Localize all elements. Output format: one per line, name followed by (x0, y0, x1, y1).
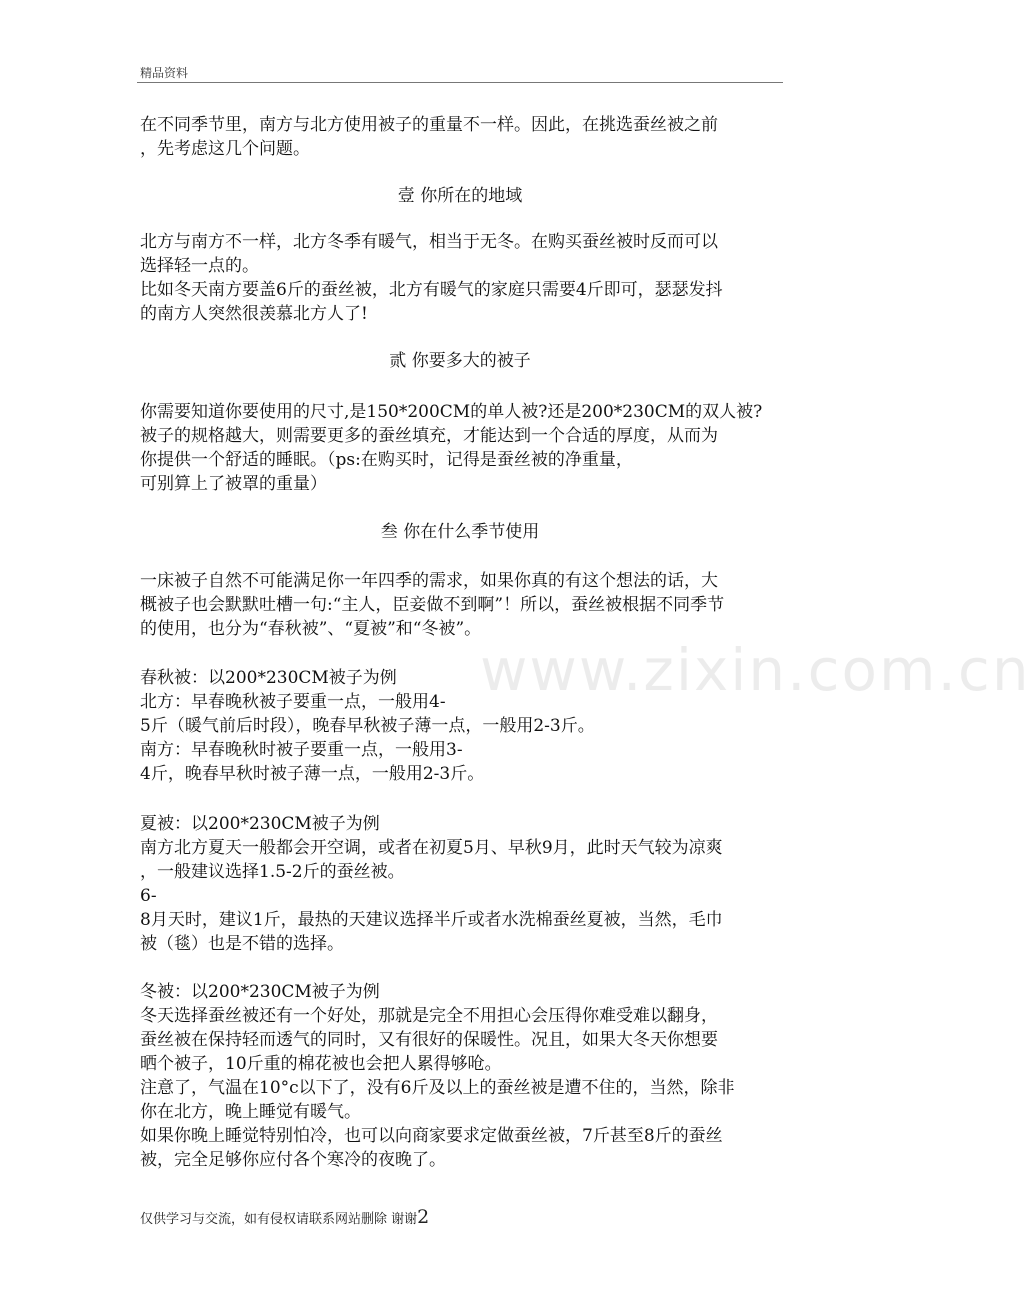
paragraph-line: 你在北方，晚上睡觉有暖气。 (140, 1102, 361, 1122)
paragraph-line: 如果你晚上睡觉特别怕冷，也可以向商家要求定做蚕丝被，7斤甚至8斤的蚕丝 (140, 1126, 723, 1146)
paragraph-line: ，一般建议选择1.5-2斤的蚕丝被。 (140, 862, 405, 882)
paragraph-line: 4斤，晚春早秋时被子薄一点，一般用2-3斤。 (140, 764, 485, 784)
footer (140, 1206, 429, 1228)
paragraph-line: 比如冬天南方要盖6斤的蚕丝被，北方有暖气的家庭只需要4斤即可，瑟瑟发抖 (140, 280, 723, 300)
paragraph-line: 的南方人突然很羡慕北方人了! (140, 304, 368, 324)
paragraph-line: 冬天选择蚕丝被还有一个好处，那就是完全不用担心会压得你难受难以翻身， (140, 1006, 718, 1026)
paragraph-line: 一床被子自然不可能满足你一年四季的需求，如果你真的有这个想法的话，大 (140, 571, 718, 591)
paragraph-line: 选择轻一点的。 (140, 256, 259, 276)
paragraph-line: 夏被：以200*230CM被子为例 (140, 814, 380, 834)
paragraph-line: 南方北方夏天一般都会开空调，或者在初夏5月、早秋9月，此时天气较为凉爽 (140, 838, 723, 858)
paragraph-line: 6- (140, 886, 157, 906)
paragraph-line: 8月天时，建议1斤，最热的天建议选择半斤或者水洗棉蚕丝夏被，当然，毛巾 (140, 910, 723, 930)
paragraph-line: 你提供一个舒适的睡眠。（ps:在购买时，记得是蚕丝被的净重量， (140, 450, 633, 470)
watermark: www.zixin.com.cn (480, 636, 1031, 704)
section-heading: 叁 你在什么季节使用 (380, 522, 540, 542)
paragraph-line: 蚕丝被在保持轻而透气的同时，又有很好的保暖性。况且，如果大冬天你想要 (140, 1030, 718, 1050)
paragraph-line: 概被子也会默默吐槽一句:“主人，臣妾做不到啊”！所以，蚕丝被根据不同季节 (140, 595, 725, 615)
paragraph-line: 可别算上了被罩的重量） (140, 474, 327, 494)
paragraph-line: 5斤（暖气前后时段），晚春早秋被子薄一点，一般用2-3斤。 (140, 716, 595, 736)
paragraph-line: 冬被：以200*230CM被子为例 (140, 982, 380, 1002)
paragraph-line: 被（毯）也是不错的选择。 (140, 934, 344, 954)
paragraph-line: 北方：早春晚秋被子要重一点，一般用4- (140, 692, 446, 712)
page-number: 2 (417, 1206, 430, 1228)
header-label: 精品资料 (140, 66, 189, 80)
intro-line: ，先考虑这几个问题。 (140, 139, 310, 159)
paragraph-line: 南方：早春晚秋时被子要重一点，一般用3- (140, 740, 463, 760)
section-heading: 壹 你所在的地域 (397, 186, 523, 206)
paragraph-line: 被，完全足够你应付各个寒冷的夜晚了。 (140, 1150, 446, 1170)
paragraph-line: 北方与南方不一样，北方冬季有暖气，相当于无冬。在购买蚕丝被时反而可以 (140, 232, 718, 252)
paragraph-line: 的使用，也分为“春秋被”、“夏被”和“冬被”。 (140, 619, 482, 639)
paragraph-line: 注意了，气温在10°c以下了，没有6斤及以上的蚕丝被是遭不住的，当然，除非 (140, 1078, 735, 1098)
paragraph-line: 你需要知道你要使用的尺寸,是150*200CM的单人被?还是200*230CM的双人被? (140, 402, 763, 422)
paragraph-line: 春秋被：以200*230CM被子为例 (140, 668, 397, 688)
paragraph-line: 晒个被子，10斤重的棉花被也会把人累得够呛。 (140, 1054, 502, 1074)
intro-line: 在不同季节里，南方与北方使用被子的重量不一样。因此，在挑选蚕丝被之前 (140, 115, 718, 135)
footer-text: 仅供学习与交流，如有侵权请联系网站删除 谢谢 (140, 1212, 418, 1227)
header-rule (137, 82, 783, 83)
section-heading: 贰 你要多大的被子 (389, 351, 531, 371)
paragraph-line: 被子的规格越大，则需要更多的蚕丝填充，才能达到一个合适的厚度，从而为 (140, 426, 718, 446)
